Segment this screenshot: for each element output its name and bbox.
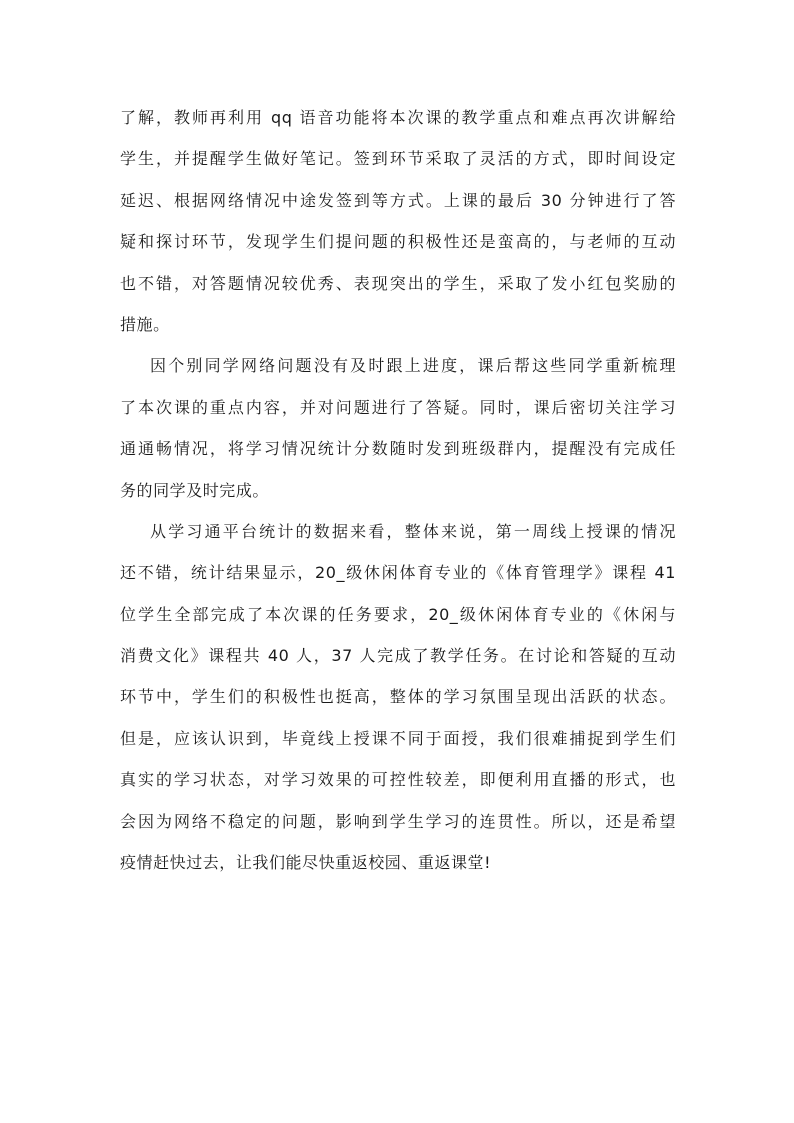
paragraph-1-line-5: 也不错，对答题情况较优秀、表现突出的学生，采取了发小红包奖励的	[120, 273, 676, 293]
paragraph-3-line-7: 真实的学习状态，对学习效果的可控性较差，即便利用直播的形式，也	[120, 770, 676, 790]
paragraph-2-line-4: 务的同学及时完成。	[120, 480, 269, 500]
paragraph-1-line-1: 了解，教师再利用 qq 语音功能将本次课的教学重点和难点再次讲解给	[120, 108, 676, 127]
paragraph-3-line-5: 环节中，学生们的积极性也挺高，整体的学习氛围呈现出活跃的状态。	[120, 687, 676, 707]
paragraph-3-line-2: 还不错，统计结果显示，20_级休闲体育专业的《体育管理学》课程 41	[120, 563, 676, 583]
paragraph-1-line-6: 措施。	[120, 314, 170, 334]
paragraph-2-line-1: 因个别同学网络问题没有及时跟上进度，课后帮这些同学重新梳理	[150, 356, 676, 376]
paragraph-1-line-3: 延迟、根据网络情况中途发签到等方式。上课的最后 30 分钟进行了答	[120, 190, 676, 210]
paragraph-3-line-8: 会因为网络不稳定的问题，影响到学生学习的连贯性。所以，还是希望	[120, 811, 676, 831]
paragraph-3-line-9: 疫情赶快过去，让我们能尽快重返校园、重返课堂!	[120, 853, 492, 873]
paragraph-3-line-3: 位学生全部完成了本次课的任务要求，20_级休闲体育专业的《休闲与	[120, 604, 676, 624]
body-text	[120, 104, 676, 890]
paragraph-3-line-6: 但是，应该认识到，毕竟线上授课不同于面授，我们很难捕捉到学生们	[120, 728, 676, 748]
paragraph-1-line-2: 学生，并提醒学生做好笔记。签到环节采取了灵活的方式，即时间设定	[120, 149, 676, 169]
paragraph-3-line-4: 消费文化》课程共 40 人，37 人完成了教学任务。在讨论和答疑的互动	[120, 646, 676, 666]
paragraph-2-line-3: 通通畅情况，将学习情况统计分数随时发到班级群内，提醒没有完成任	[120, 439, 676, 459]
paragraph-3-line-1: 从学习通平台统计的数据来看，整体来说，第一周线上授课的情况	[150, 521, 676, 541]
paragraph-2-line-2: 了本次课的重点内容，并对问题进行了答疑。同时，课后密切关注学习	[120, 397, 676, 417]
paragraph-1-line-4: 疑和探讨环节，发现学生们提问题的积极性还是蛮高的，与老师的互动	[120, 232, 676, 252]
